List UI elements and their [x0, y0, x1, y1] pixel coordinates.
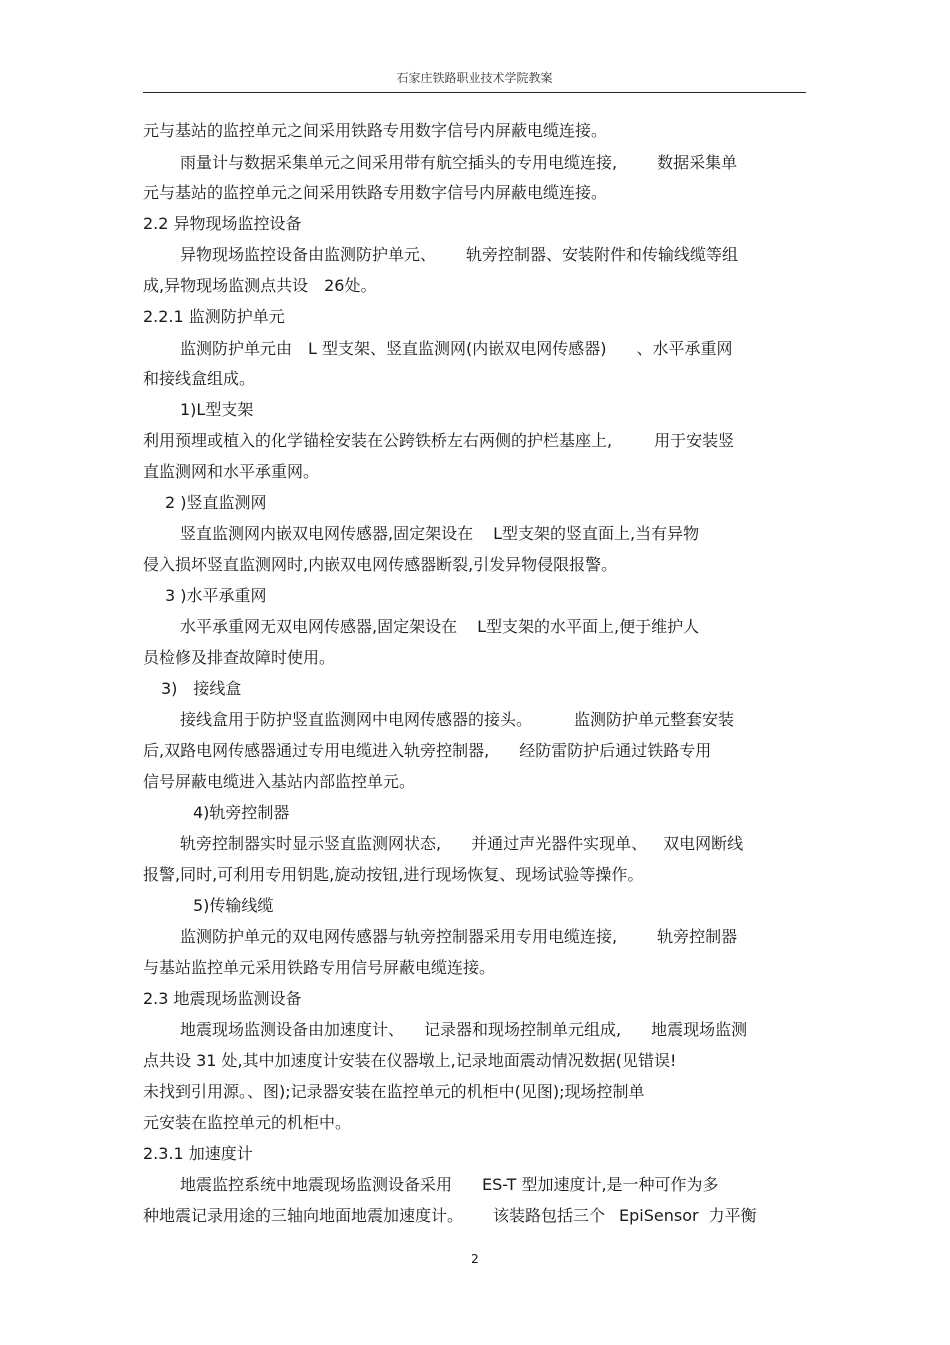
- text-line: 雨量计与数据采集单元之间采用带有航空插头的专用电缆连接, 数据采集单: [180, 153, 738, 172]
- text-line: 元安装在监控单元的机柜中。: [143, 1113, 352, 1132]
- subsection-heading: 5)传输线缆: [193, 896, 274, 915]
- text-line: 利用预埋或植入的化学锚栓安装在公跨铁桥左右两侧的护栏基座上, 用于安装竖: [143, 431, 735, 450]
- text-line: 异物现场监控设备由监测防护单元、 轨旁控制器、安装附件和传输线缆等组: [180, 245, 739, 264]
- text-line: 成,异物现场监测点共设 26处。: [143, 276, 377, 295]
- page-number: 2: [471, 1252, 479, 1266]
- section-heading-2-2-1: 2.2.1 监测防护单元: [143, 307, 285, 326]
- text-line: 元与基站的监控单元之间采用铁路专用数字信号内屏蔽电缆连接。: [143, 121, 608, 140]
- section-heading-2-2: 2.2 异物现场监控设备: [143, 214, 302, 233]
- text-line: 未找到引用源。、图);记录器安装在监控单元的机柜中(见图);现场控制单: [143, 1082, 645, 1101]
- text-line: 和接线盒组成。: [143, 369, 256, 388]
- subsection-heading: 3) 接线盒: [161, 679, 242, 698]
- text-line: 监测防护单元的双电网传感器与轨旁控制器采用专用电缆连接, 轨旁控制器: [180, 927, 738, 946]
- text-line: 地震监控系统中地震现场监测设备采用 ES-T 型加速度计,是一种可作为多: [180, 1175, 719, 1194]
- subsection-heading: 2 )竖直监测网: [165, 493, 267, 512]
- section-heading-2-3-1: 2.3.1 加速度计: [143, 1144, 253, 1163]
- text-line: 点共设 31 处,其中加速度计安装在仪器墩上,记录地面震动情况数据(见错误!: [143, 1051, 677, 1070]
- text-line: 接线盒用于防护竖直监测网中电网传感器的接头。 监测防护单元整套安装: [180, 710, 735, 729]
- header-divider: [143, 92, 806, 93]
- text-line: 地震现场监测设备由加速度计、 记录器和现场控制单元组成, 地震现场监测: [180, 1020, 748, 1039]
- text-line: 竖直监测网内嵌双电网传感器,固定架设在 L型支架的竖直面上,当有异物: [180, 524, 700, 543]
- section-heading-2-3: 2.3 地震现场监测设备: [143, 989, 302, 1008]
- text-line: 员检修及排查故障时使用。: [143, 648, 336, 667]
- text-line: 监测防护单元由 L 型支架、竖直监测网(内嵌双电网传感器) 、水平承重网: [180, 339, 733, 358]
- subsection-heading: 1)L型支架: [180, 400, 254, 419]
- text-line: 信号屏蔽电缆进入基站内部监控单元。: [143, 772, 416, 791]
- text-line: 侵入损坏竖直监测网时,内嵌双电网传感器断裂,引发异物侵限报警。: [143, 555, 618, 574]
- text-line: 种地震记录用途的三轴向地面地震加速度计。 该装路包括三个 EpiSensor 力平衡: [143, 1206, 757, 1225]
- text-line: 元与基站的监控单元之间采用铁路专用数字信号内屏蔽电缆连接。: [143, 183, 608, 202]
- text-line: 后,双路电网传感器通过专用电缆进入轨旁控制器, 经防雷防护后通过铁路专用: [143, 741, 712, 760]
- text-line: 直监测网和水平承重网。: [143, 462, 320, 481]
- text-line: 与基站监控单元采用铁路专用信号屏蔽电缆连接。: [143, 958, 496, 977]
- text-line: 水平承重网无双电网传感器,固定架设在 L型支架的水平面上,便于维护人: [180, 617, 700, 636]
- page-header: 石家庄铁路职业技术学院教案: [396, 71, 553, 85]
- subsection-heading: 3 )水平承重网: [165, 586, 267, 605]
- text-line: 报警,同时,可利用专用钥匙,旋动按钮,进行现场恢复、现场试验等操作。: [143, 865, 644, 884]
- subsection-heading: 4)轨旁控制器: [193, 803, 290, 822]
- text-line: 轨旁控制器实时显示竖直监测网状态, 并通过声光器件实现单、 双电网断线: [180, 834, 744, 853]
